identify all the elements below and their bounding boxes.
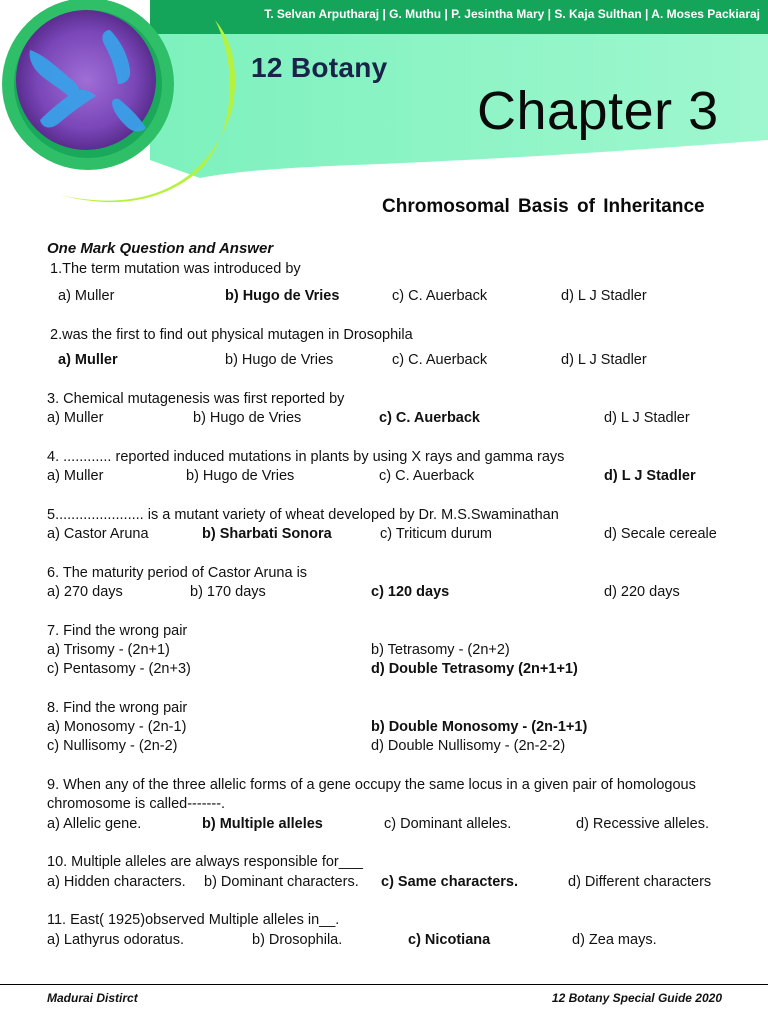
q4-option-d: d) L J Stadler [604,468,696,484]
question-11: 11. East( 1925)observed Multiple alleles in__. [47,912,340,928]
q10-option-c: c) Same characters. [381,874,519,890]
q4-option-b: b) Hugo de Vries [186,468,295,484]
q6-option-d: d) 220 days [604,584,680,600]
q9-option-d: d) Recessive alleles. [576,816,709,832]
q4-option-c: c) C. Auerback [379,468,475,484]
q7-option-a: a) Trisomy - (2n+1) [47,642,170,658]
q8-option-a: a) Monosomy - (2n-1) [47,719,187,735]
q2-option-a: a) Muller [58,352,118,368]
authors-line: T. Selvan Arputharaj | G. Muthu | P. Jesintha Mary | S. Kaja Sulthan | A. Moses Packiaraj [264,7,760,21]
q2-option-c: c) C. Auerback [392,352,488,368]
q5-option-c: c) Triticum durum [380,526,492,542]
question-8: 8. Find the wrong pair [47,700,188,716]
q11-option-d: d) Zea mays. [572,932,657,948]
footer-guide-title: 12 Botany Special Guide 2020 [551,991,722,1005]
question-5: 5...................... is a mutant variety of wheat developed by Dr. M.S.Swaminathan [47,507,559,523]
q6-option-a: a) 270 days [47,584,123,600]
q1-option-a: a) Muller [58,288,115,304]
question-1: 1.The term mutation was introduced by [50,261,301,277]
q7-option-d: d) Double Tetrasomy (2n+1+1) [371,661,578,677]
q8-option-c: c) Nullisomy - (2n-2) [47,738,178,754]
q4-option-a: a) Muller [47,468,104,484]
q10-option-a: a) Hidden characters. [47,874,186,890]
q7-option-c: c) Pentasomy - (2n+3) [47,661,191,677]
q1-option-b: b) Hugo de Vries [225,288,340,304]
q3-option-a: a) Muller [47,410,104,426]
book-title: 12 Botany [251,52,388,83]
question-9-line2: chromosome is called-------. [47,796,226,812]
q3-option-d: d) L J Stadler [604,410,690,426]
question-3: 3. Chemical mutagenesis was first reported by [47,391,345,407]
q10-option-d: d) Different characters [568,874,712,890]
q3-option-b: b) Hugo de Vries [193,410,302,426]
question-2: 2.was the first to find out physical mutagen in Drosophila [50,327,413,343]
footer-district: Madurai Distirct [47,991,138,1005]
section-heading: One Mark Question and Answer [47,240,274,257]
question-7: 7. Find the wrong pair [47,623,188,639]
q10-option-b: b) Dominant characters. [204,874,359,890]
question-4: 4. ............ reported induced mutations in plants by using X rays and gamma rays [47,449,565,465]
q9-option-b: b) Multiple alleles [202,816,323,832]
chapter-subtitle: Chromosomal Basis of Inheritance [382,196,705,217]
q5-option-b: b) Sharbati Sonora [202,526,332,542]
q11-option-a: a) Lathyrus odoratus. [47,932,185,948]
q3-option-c: c) C. Auerback [379,410,480,426]
q9-option-a: a) Allelic gene. [47,816,142,832]
question-6: 6. The maturity period of Castor Aruna is [47,565,308,581]
footer-divider [0,984,768,985]
q8-option-d: d) Double Nullisomy - (2n-2-2) [371,738,566,754]
q1-option-d: d) L J Stadler [561,288,647,304]
q5-option-a: a) Castor Aruna [47,526,149,542]
q2-option-d: d) L J Stadler [561,352,647,368]
q8-option-b: b) Double Monosomy - (2n-1+1) [371,719,588,735]
q9-option-c: c) Dominant alleles. [384,816,512,832]
question-10: 10. Multiple alleles are always responsible for___ [47,854,363,870]
q5-option-d: d) Secale cereale [604,526,717,542]
q6-option-c: c) 120 days [371,584,450,600]
q7-option-b: b) Tetrasomy - (2n+2) [371,642,510,658]
q2-option-b: b) Hugo de Vries [225,352,334,368]
question-9: 9. When any of the three allelic forms of a gene occupy the same locus in a given pair of homologous [47,777,696,793]
q6-option-b: b) 170 days [190,584,266,600]
q11-option-c: c) Nicotiana [408,932,491,948]
chapter-title: Chapter 3 [477,81,719,141]
q11-option-b: b) Drosophila. [252,932,343,948]
q1-option-c: c) C. Auerback [392,288,488,304]
